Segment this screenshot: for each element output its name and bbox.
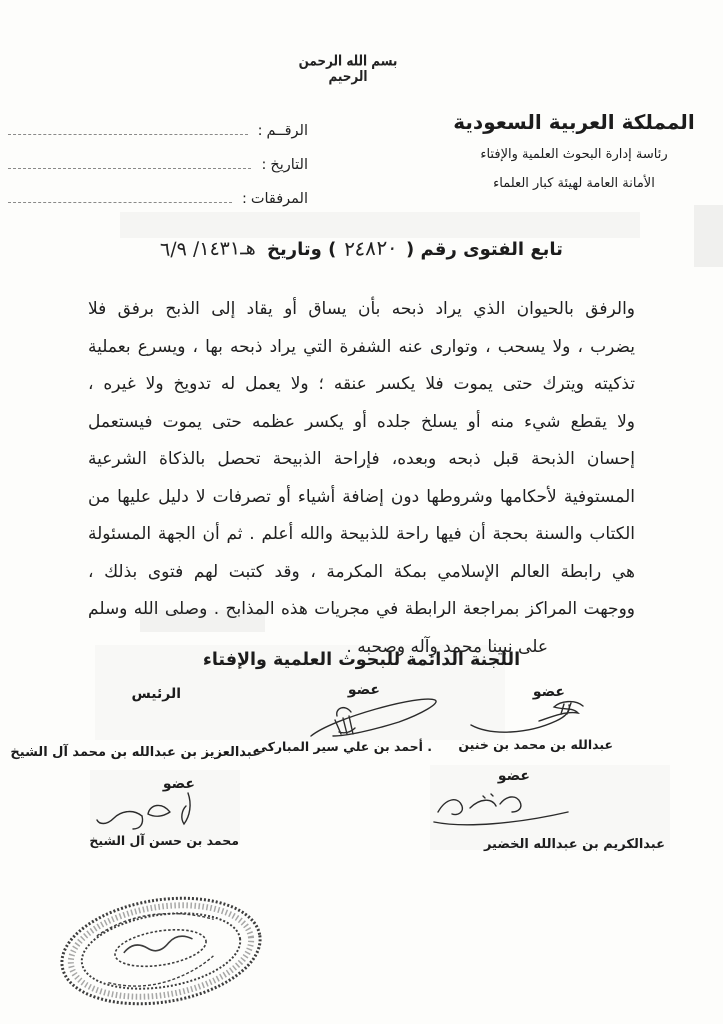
body-line: هي رابطة العالم الإسلامي بمكة المكرمة ، وقد كتبت لهم فتوى بذلك ، xyxy=(88,561,635,582)
signatory-name: . أحمد بن علي سير المباركي xyxy=(254,739,432,754)
letterhead xyxy=(428,110,720,191)
committee-title: اللجنة الدائمة للبحوث العلمية والإفتاء xyxy=(202,650,521,670)
signatory-name: عبدالعزيز بن عبدالله بن محمد آل الشيخ xyxy=(10,745,261,760)
signature-icon xyxy=(465,697,593,737)
body-closing-line: على نبينا محمد وآله وصحبه . xyxy=(346,636,548,657)
signatory-block-chairman xyxy=(10,686,263,760)
fatwa-body xyxy=(88,291,635,666)
reference-fields xyxy=(8,118,308,220)
body-line: المستوفية لأحكامها وشروطها دون إضافة أشياء أو تصرفات لا دليل عليها من xyxy=(88,486,635,507)
ref-date-label: التاريخ xyxy=(270,157,308,173)
bismillah-calligraphy-emblem: بسم الله الرحمن الرحيم xyxy=(298,52,398,85)
signatory-role: الرئيس xyxy=(131,686,181,702)
body-line: ولا يقطع شيء منه أو يسلخ جلده أو يكسر عظمه حتى يموت فيستعمل xyxy=(88,411,635,432)
letterhead-presidency: رئاسة إدارة البحوث العلمية والإفتاء xyxy=(480,147,668,162)
signature-icon xyxy=(303,692,443,740)
body-line: إحسان الذبحة قبل ذبحه وبعده، فإراحة الذبيحة تحصل بالذكاة الشرعية xyxy=(88,449,635,469)
signatory-role: عضو xyxy=(532,684,565,700)
fatwa-number-handwritten: ٢٤٨٢٠ xyxy=(343,235,399,261)
signatory-block-ibn-hasan xyxy=(82,776,247,848)
ref-number-dotted-line xyxy=(8,122,248,135)
subject-middle: ) وتاريخ xyxy=(267,239,337,260)
signatory-name: عبدالكريم بن عبدالله الخضير xyxy=(483,837,665,852)
ref-date-dotted-line xyxy=(8,156,251,169)
signatory-name: محمد بن حسن آل الشيخ xyxy=(89,833,239,848)
subject-line xyxy=(60,236,663,260)
body-line: الكتاب والسنة بحجة أن فيها راحة للذبيحة والله أعلم . ثم أن الجهة المسئولة xyxy=(88,524,635,544)
body-line: والرفق بالحيوان الذي يراد ذبحه بأن يساق أو يقاد إلى الذبح برفق فلا xyxy=(88,299,635,319)
ref-attachments-colon: : xyxy=(241,191,247,207)
ref-number-label: الرقــم xyxy=(266,123,308,139)
signatory-block-al-khudair xyxy=(425,768,670,852)
ref-attachments-dotted-line xyxy=(8,190,232,203)
scan-artifact xyxy=(694,205,723,267)
ref-row-attachments xyxy=(8,186,308,207)
signatory-block-al-mubaraki xyxy=(243,682,448,754)
body-line: يضرب ، ولا يسحب ، وتوارى عنه الشفرة التي يراد ذبحه بها ، ويسرع بعملية xyxy=(88,336,635,357)
signatory-role: عضو xyxy=(497,768,530,784)
body-line: ووجهت المراكز بمراجعة الرابطة في مجريات هذه المذابح . وصلى الله وسلم xyxy=(88,599,635,619)
letterhead-country: المملكة العربية السعودية xyxy=(453,110,695,134)
signature-icon xyxy=(430,786,570,831)
signature-icon xyxy=(90,790,208,830)
ref-row-date xyxy=(8,152,308,173)
fatwa-date-handwritten: هـ١٤٣١/ ٦/٩ xyxy=(159,237,256,261)
signatory-name: عبدالله بن محمد بن خنين xyxy=(458,737,613,752)
signatory-block-ibn-khunain xyxy=(455,684,623,752)
ref-number-colon: : xyxy=(257,123,263,139)
signatory-role: عضو xyxy=(162,776,195,792)
letterhead-secretariat: الأمانة العامة لهيئة كبار العلماء xyxy=(493,176,655,191)
ref-attachments-label: المرفقات xyxy=(250,191,308,207)
ref-date-colon: : xyxy=(261,157,267,173)
ref-row-number xyxy=(8,118,308,139)
oval-seal-icon xyxy=(52,890,270,1012)
body-line: تذكيته ويترك حتى يموت فلا يكسر عنقه ؛ ولا يعمل له تدويخ ولا غيره ، xyxy=(88,374,635,394)
signatory-role: عضو xyxy=(347,682,380,698)
subject-prefix: تابع الفتوى رقم ( xyxy=(406,239,563,260)
official-seal-stamp xyxy=(52,890,270,1012)
